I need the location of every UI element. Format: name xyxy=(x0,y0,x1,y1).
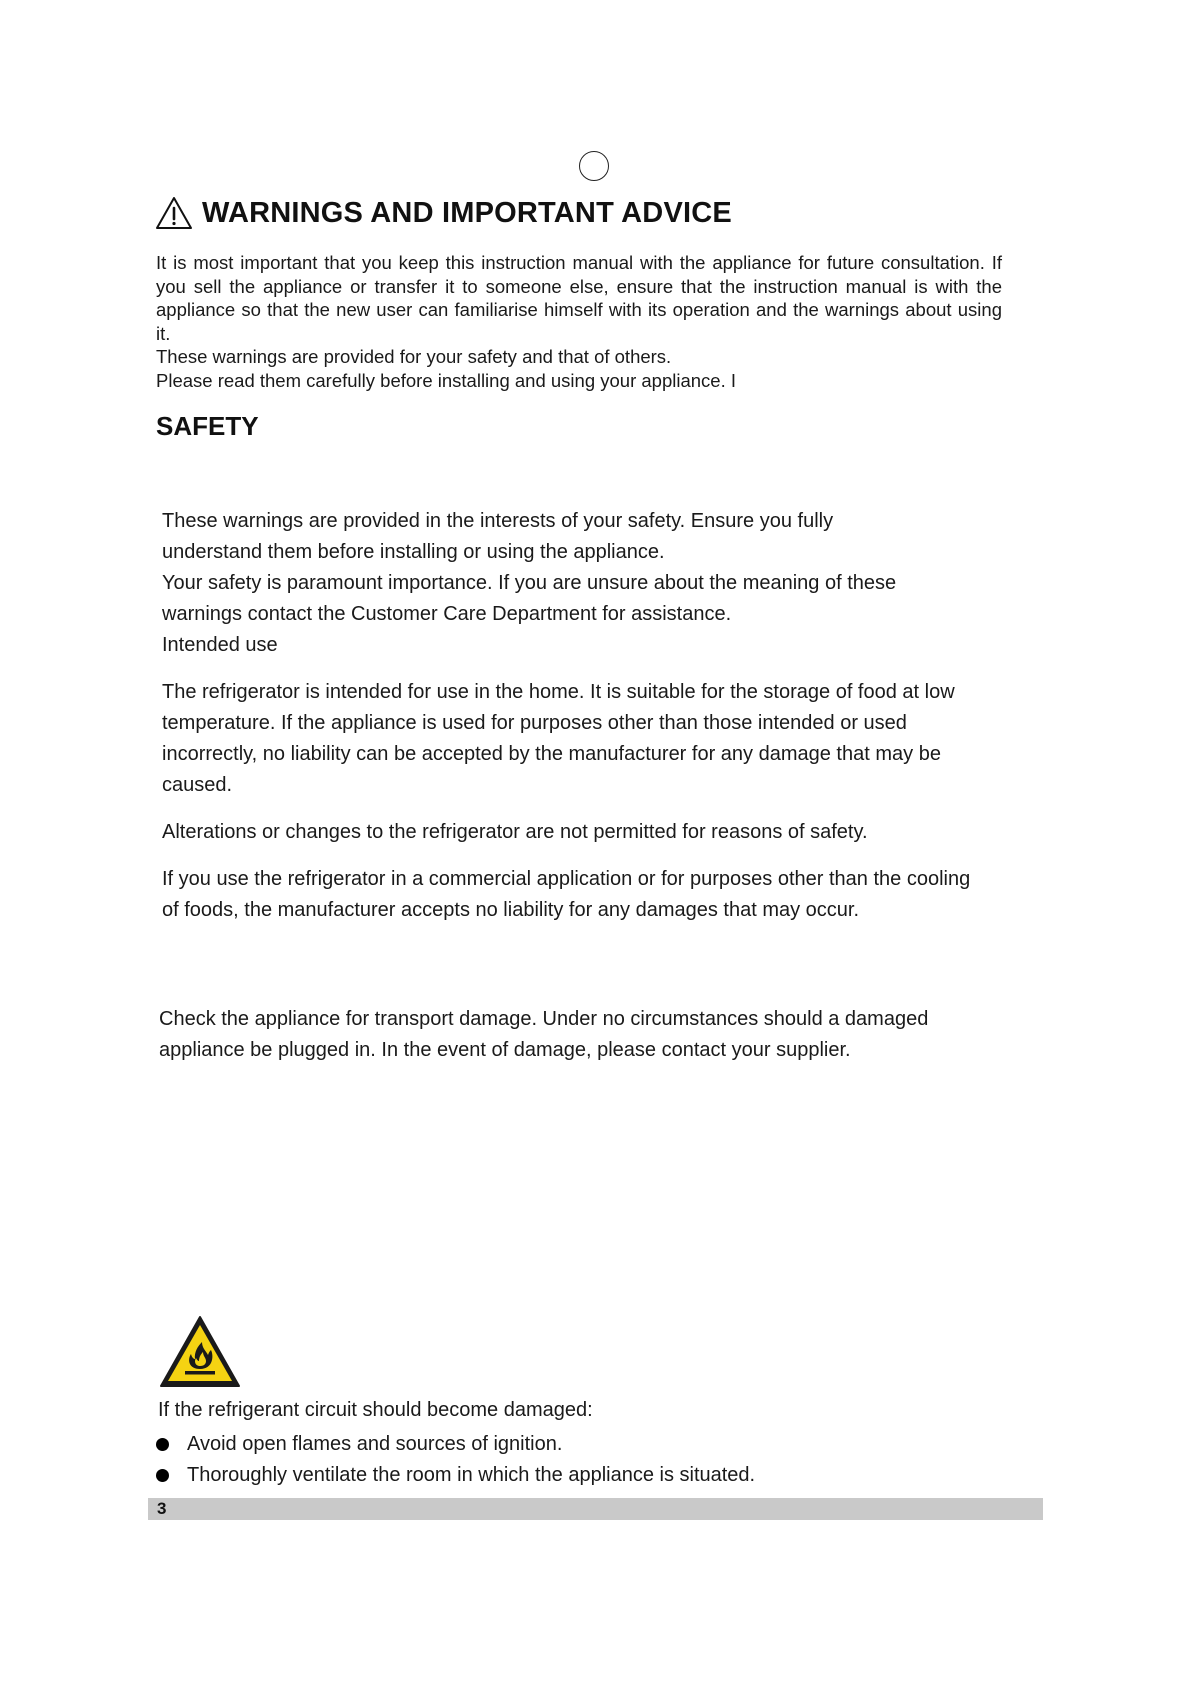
safety-block-1 xyxy=(162,506,1022,661)
safety-paragraph-5: Alterations or changes to the refrigerator are not permitted for reasons of safety. xyxy=(162,821,868,843)
safety-block-2 xyxy=(162,677,1022,801)
intro-paragraph: It is most important that you keep this instruction manual with the appliance for future consultation. If you sell the appliance or transfer it to someone else, ensure that the instruction manual is with the appliance so that the new user can familiarise himself with its operation and the warnings about using it. xyxy=(156,252,1002,344)
list-item xyxy=(156,1460,755,1491)
intro-line-3: Please read them carefully before installing and using your appliance. I xyxy=(156,369,737,391)
bullet-dot-icon xyxy=(156,1438,169,1451)
safety-paragraph-4: The refrigerator is intended for use in the home. It is suitable for the storage of food at low temperature. If the appliance is used for purposes other than those intended or used incorrectly, no liability can be accepted by the manufacturer for any damage that may be caused. xyxy=(162,681,955,796)
safety-paragraph-6: If you use the refrigerator in a commercial application or for purposes other than the cooling of foods, the manufacturer accepts no liability for any damages that may occur. xyxy=(162,868,971,921)
intro-line-2: These warnings are provided for your safety and that of others. xyxy=(156,346,672,367)
safety-block-3 xyxy=(162,817,1022,848)
refrigerant-intro: If the refrigerant circuit should become damaged: xyxy=(158,1399,593,1421)
footer-bar xyxy=(148,1498,1043,1520)
safety-paragraph-1: These warnings are provided in the interests of your safety. Ensure you fully understand them before installing or using the appliance. xyxy=(162,510,834,563)
bullet-dot-icon xyxy=(156,1469,169,1482)
safety-block-5 xyxy=(159,1004,1019,1066)
circle-mark xyxy=(579,151,609,181)
page-title-row xyxy=(155,193,732,233)
safety-paragraph-7: Check the appliance for transport damage. Under no circumstances should a damaged appliance be plugged in. In the event of damage, please contact your supplier. xyxy=(159,1008,929,1061)
bullet-text: Thoroughly ventilate the room in which the appliance is situated. xyxy=(187,1464,756,1486)
safety-paragraph-2: Your safety is paramount importance. If you are unsure about the meaning of these warnings contact the Customer Care Department for assistance. xyxy=(162,572,897,625)
page-number: 3 xyxy=(157,1499,167,1518)
bullet-text: Avoid open flames and sources of ignition. xyxy=(187,1433,563,1455)
warning-triangle-icon xyxy=(155,196,193,230)
safety-heading: SAFETY xyxy=(156,411,259,441)
page-title: WARNINGS AND IMPORTANT ADVICE xyxy=(202,196,732,229)
intro-section xyxy=(156,251,1002,392)
refrigerant-bullet-list xyxy=(156,1429,755,1491)
safety-block-4 xyxy=(162,864,1022,926)
list-item xyxy=(156,1429,755,1460)
flammable-warning-icon xyxy=(158,1314,242,1390)
intended-use-label: Intended use xyxy=(162,634,278,656)
